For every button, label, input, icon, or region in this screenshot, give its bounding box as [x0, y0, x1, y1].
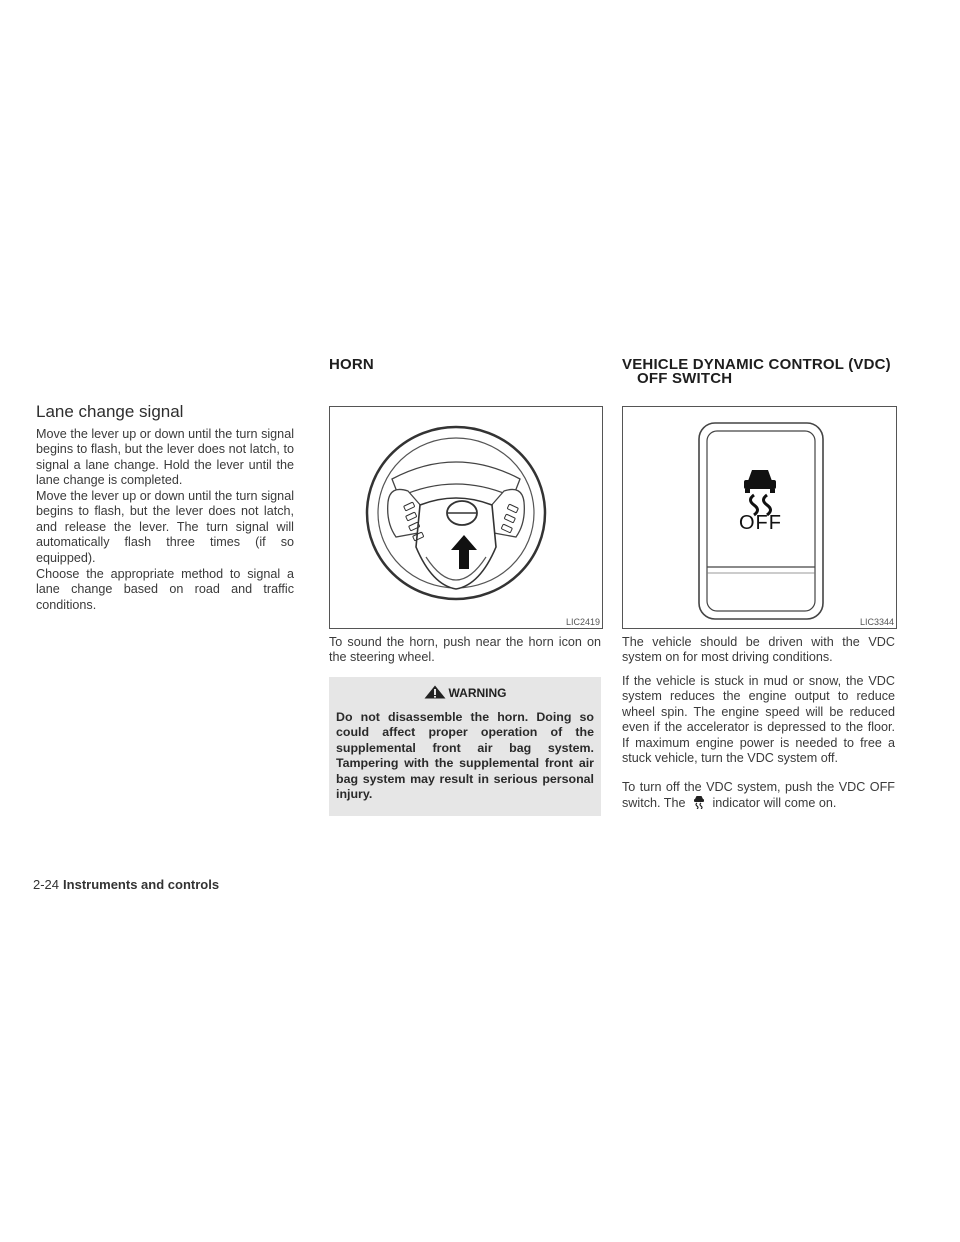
- vdc-slip-indicator-icon: [689, 795, 709, 808]
- vdc-para1: The vehicle should be driven with the VDC system on for most driving conditions.: [622, 635, 895, 665]
- warning-body: [329, 706, 601, 816]
- page-footer: [33, 877, 219, 892]
- steering-wheel-illustration: [330, 407, 602, 628]
- lane-change-para2: Move the lever up or down until the turn signal begins to flash, but the lever does not latch, and release the lever. The turn signal will automatically flash three times (if so equipped).: [36, 489, 294, 565]
- warning-title-row: [329, 685, 601, 702]
- warning-triangle-icon: [424, 685, 446, 702]
- page-number: 2-24: [33, 877, 60, 892]
- steering-wheel-figure: [329, 406, 603, 629]
- vdc-para3-part1: To turn off the VDC system, push the VDC OFF switch. The: [622, 780, 895, 811]
- vdc-off-label: OFF: [739, 512, 782, 534]
- horn-text: To sound the horn, push near the horn icon on the steering wheel.: [329, 635, 601, 665]
- vdc-para3: [622, 780, 895, 812]
- warning-text: Do not disassemble the horn. Doing so could affect proper operation of the supplemental front air bag system. Tampering with the supplemental front air bag system may result in serious personal injury.: [336, 710, 594, 802]
- vdc-heading-line1: VEHICLE DYNAMIC CONTROL (VDC): [622, 356, 891, 373]
- vdc-heading-line2: OFF SWITCH: [637, 370, 733, 387]
- figure-code-lic2419: LIC2419: [565, 617, 600, 627]
- figure-code-lic3344: LIC3344: [859, 617, 894, 627]
- lane-change-para1: Move the lever up or down until the turn signal begins to flash, but the lever does not latch, to signal a lane change. Hold the lever until the lane change is completed.: [36, 427, 294, 488]
- vdc-switch-figure: [622, 406, 897, 629]
- chapter-title: Instruments and controls: [63, 877, 220, 892]
- lane-change-para3: Choose the appropriate method to signal a lane change based on road and traffic conditions.: [36, 567, 294, 612]
- horn-heading: HORN: [329, 356, 374, 373]
- warning-title: WARNING: [448, 686, 507, 700]
- lane-change-title: Lane change signal: [36, 402, 184, 421]
- vdc-para3-part2: indicator will come on.: [712, 796, 837, 811]
- vdc-para2: If the vehicle is stuck in mud or snow, the VDC system reduces the engine output to reduce wheel spin. The engine speed will be reduced even if the accelerator is depressed to the floor. If maximum engine power is needed to free a stuck vehicle, turn the VDC system off.: [622, 674, 895, 766]
